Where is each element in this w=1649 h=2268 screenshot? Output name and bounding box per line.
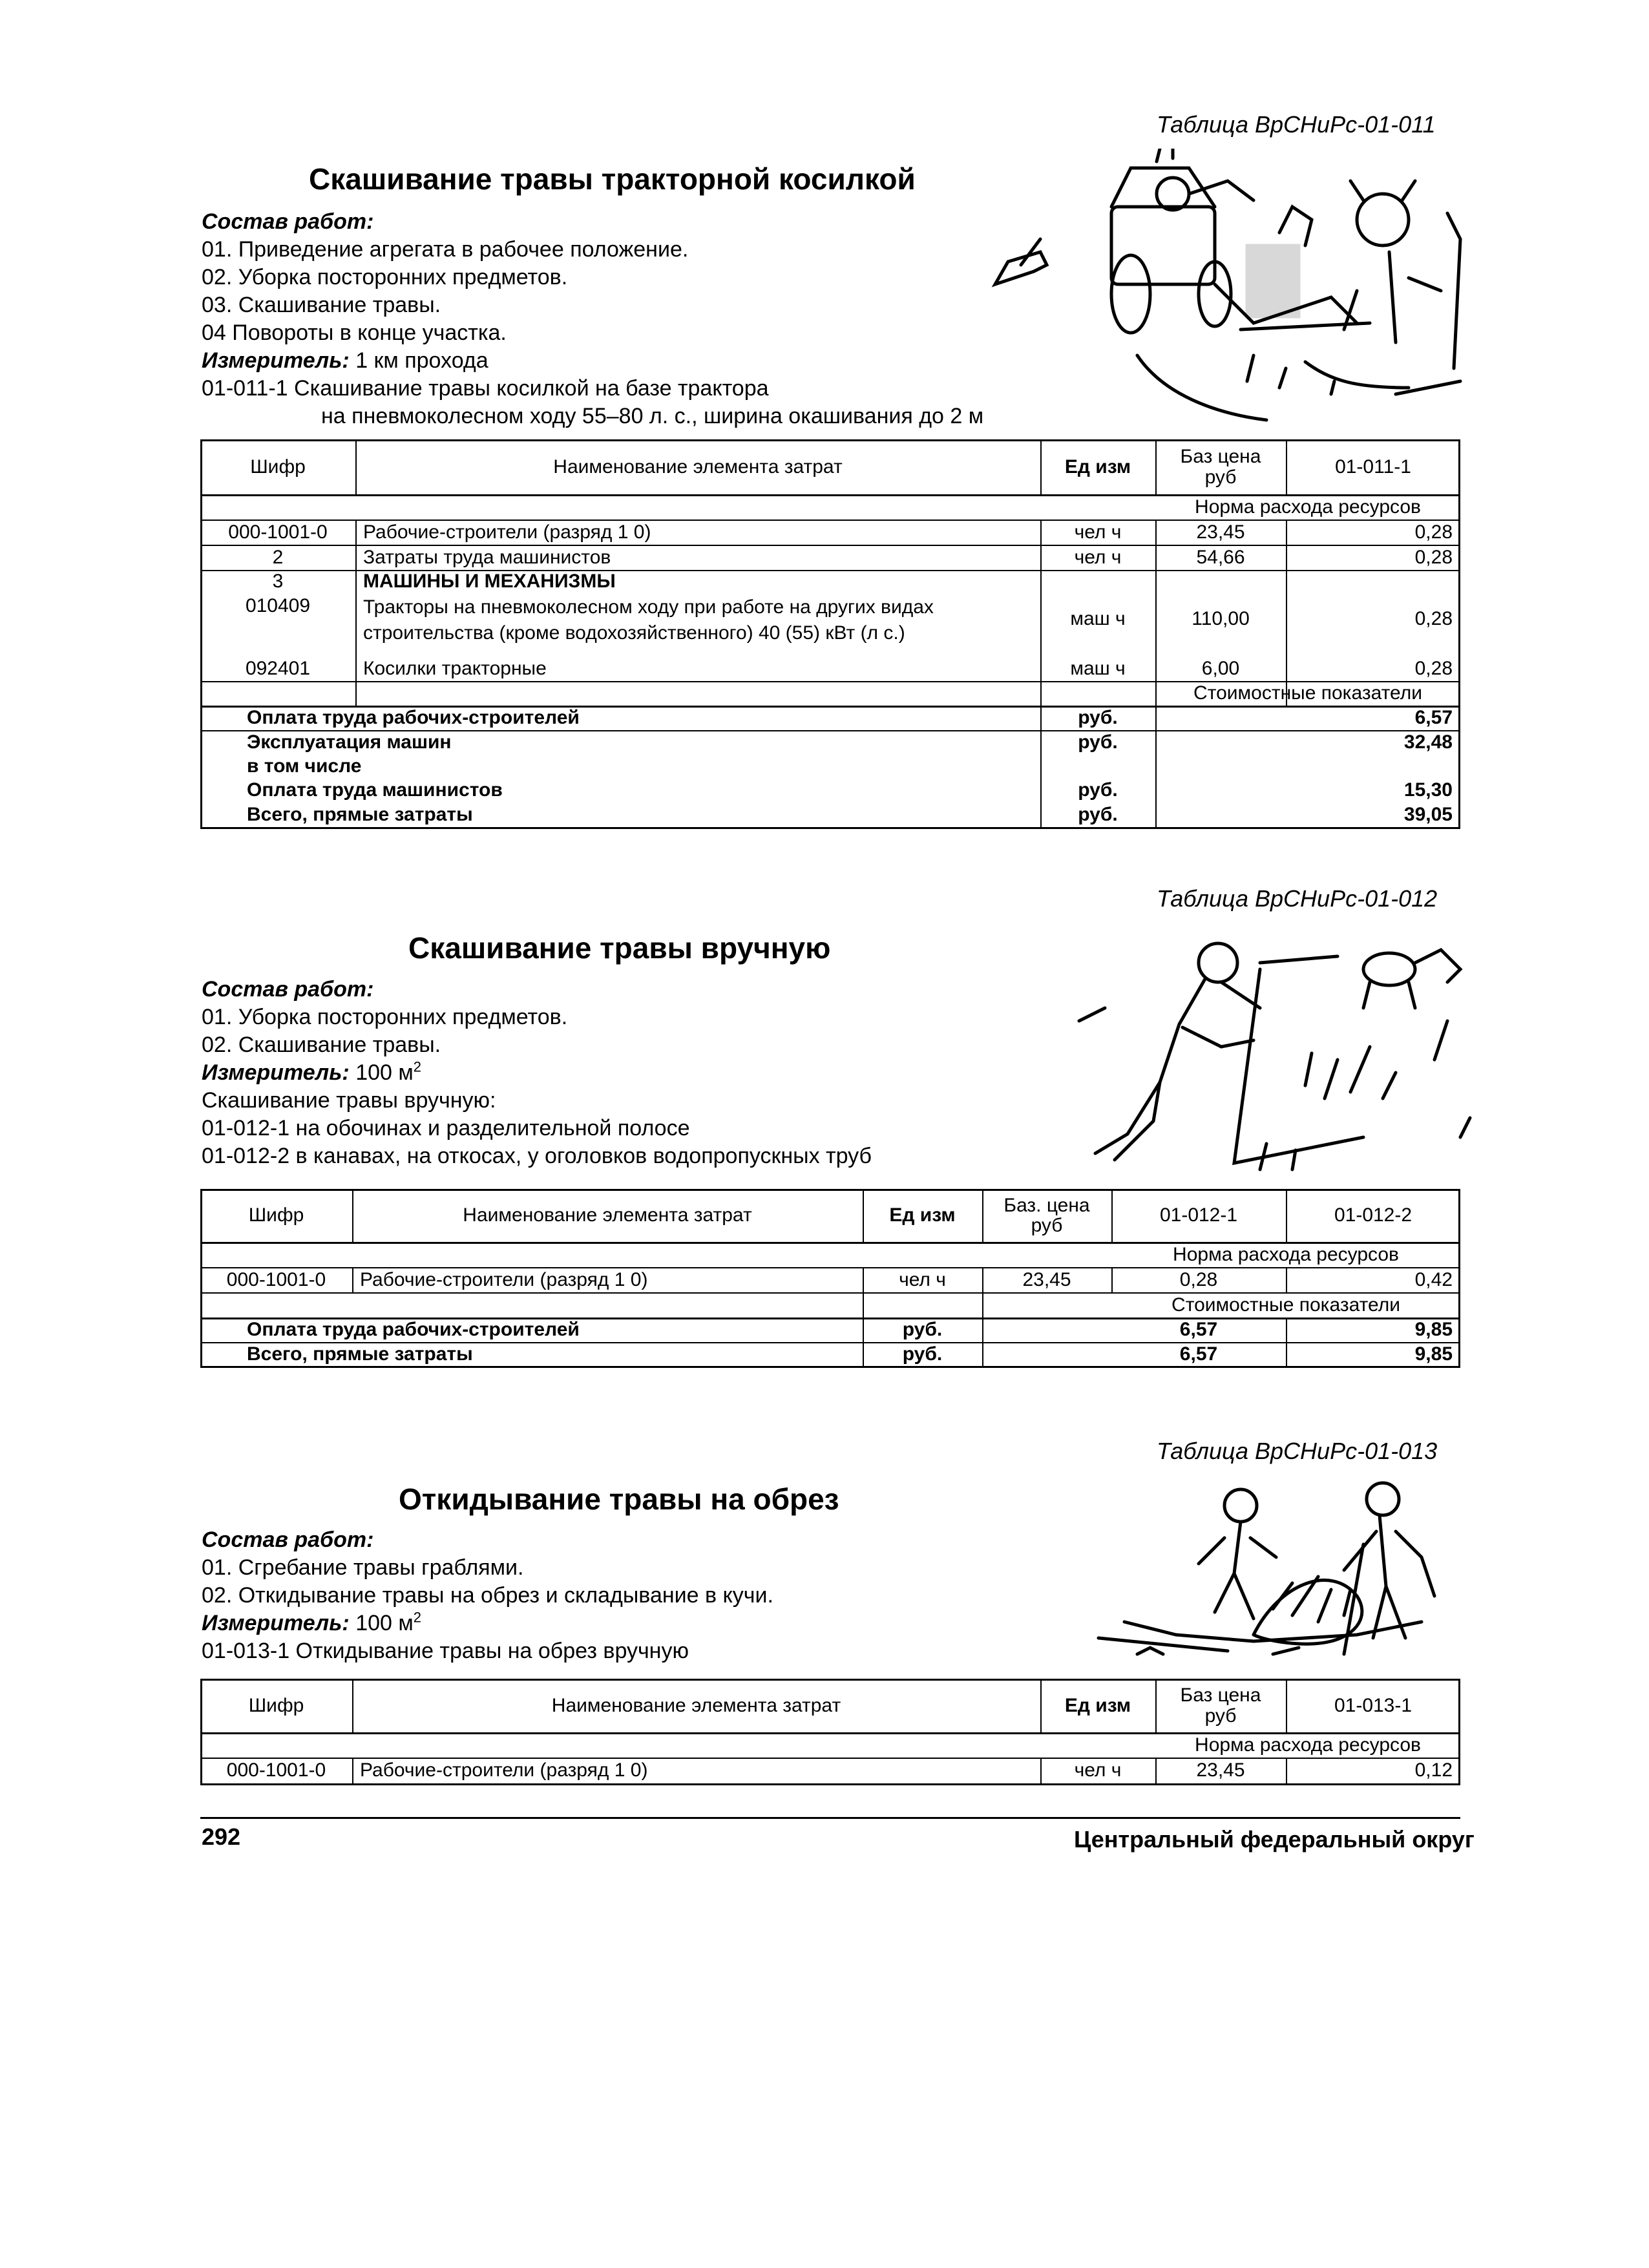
row-code: 000-1001-0 — [228, 521, 328, 543]
header-name: Наименование элемента затрат — [551, 1694, 841, 1716]
header-price-line2: руб — [1031, 1215, 1063, 1236]
table-caption: Таблица ВрСНиРс-01-011 — [1157, 111, 1436, 138]
cost-row-name: Эксплуатация машин — [247, 731, 452, 753]
row-name: Рабочие-строители (разряд 1 0) — [360, 1268, 648, 1290]
cost-label: Стоимостные показатели — [1171, 1294, 1400, 1316]
row-price: 110,00 — [1192, 608, 1250, 630]
item-description: 01-012-1 на обочинах и разделительной полосе — [202, 1116, 690, 1140]
measure-line — [202, 1059, 421, 1087]
cost-row-value: 9,85 — [1414, 1319, 1453, 1341]
row-value: 0,28 — [1414, 521, 1453, 543]
item-description: Скашивание травы вручную: — [202, 1088, 496, 1113]
cost-row-value: 6,57 — [1179, 1343, 1218, 1365]
section-title: Откидывание травы на обрез — [399, 1482, 839, 1516]
row-unit: чел ч — [1074, 1759, 1122, 1781]
row-price: 54,66 — [1196, 546, 1245, 568]
cost-label: Стоимостные показатели — [1193, 682, 1422, 704]
header-price — [1155, 439, 1286, 494]
footer-region: Центральный федеральный округ — [1074, 1826, 1475, 1853]
measure-value: 100 м — [355, 1611, 414, 1635]
cost-row-unit: руб. — [1078, 804, 1118, 826]
header-price-line1: Баз. цена — [1003, 1194, 1090, 1216]
row-value: 0,28 — [1414, 657, 1453, 679]
cost-row-name: Оплата труда рабочих-строителей — [247, 707, 580, 729]
row-unit: чел ч — [1074, 521, 1122, 543]
item-description: 01-013-1 Откидывание травы на обрез вручную — [202, 1639, 689, 1663]
cost-row-value: 6,57 — [1179, 1319, 1218, 1341]
item-description: на пневмоколесном ходу 55–80 л. с., ширина окашивания до 2 м — [321, 404, 984, 428]
header-price — [1155, 1679, 1286, 1732]
header-unit: Ед изм — [1064, 1694, 1131, 1716]
cost-row-unit: руб. — [1078, 731, 1118, 753]
header-name: Наименование элемента затрат — [553, 456, 843, 478]
resource-table — [200, 1679, 1460, 1785]
row-unit: чел ч — [1074, 546, 1122, 568]
cost-row-unit: руб. — [1078, 779, 1118, 801]
row-name: МАШИНЫ И МЕХАНИЗМЫ — [363, 571, 616, 593]
composition-label: Состав работ: — [202, 1528, 374, 1552]
row-name: Рабочие-строители (разряд 1 0) — [363, 521, 651, 543]
cost-row-name: в том числе — [247, 755, 362, 777]
cost-row-name: Оплата труда рабочих-строителей — [247, 1319, 580, 1341]
header-price-line2: руб — [1204, 1705, 1237, 1727]
page-number: 292 — [202, 1823, 241, 1850]
row-value: 0,28 — [1414, 546, 1453, 568]
scythe-worker-illustration — [1047, 930, 1473, 1182]
cost-row-unit: руб. — [902, 1319, 943, 1341]
measure-sup: 2 — [413, 1609, 421, 1626]
header-price-line2: руб — [1204, 466, 1237, 488]
row-code: 3 — [272, 571, 284, 593]
footer-rule — [200, 1817, 1460, 1819]
cost-row-unit: руб. — [1078, 707, 1118, 729]
measure-sup: 2 — [413, 1058, 421, 1075]
item-description: 01-011-1 Скашивание травы косилкой на базе трактора — [202, 376, 769, 401]
header-name: Наименование элемента затрат — [463, 1204, 752, 1226]
header-code: Шифр — [248, 1694, 304, 1716]
work-step: 02. Скашивание травы. — [202, 1033, 441, 1057]
header-norm-code: 01-012-1 — [1159, 1204, 1238, 1226]
work-step: 02. Уборка посторонних предметов. — [202, 265, 568, 289]
row-value: 0,28 — [1414, 608, 1453, 630]
measure-label: Измеритель: — [202, 1611, 350, 1635]
row-name: Рабочие-строители (разряд 1 0) — [360, 1759, 648, 1781]
header-price-line1: Баз цена — [1180, 1685, 1261, 1706]
header-code: Шифр — [250, 456, 306, 478]
measure-value: 1 км прохода — [355, 348, 488, 373]
measure-label: Измеритель: — [202, 348, 350, 373]
cost-row-value: 9,85 — [1414, 1343, 1453, 1365]
row-price: 6,00 — [1201, 657, 1240, 679]
row-value: 0,28 — [1179, 1268, 1218, 1290]
row-value: 0,12 — [1414, 1759, 1453, 1781]
row-unit: маш ч — [1070, 657, 1126, 679]
work-step: 01. Сгребание травы граблями. — [202, 1555, 524, 1580]
row-code: 000-1001-0 — [226, 1759, 326, 1781]
row-unit: маш ч — [1070, 608, 1126, 630]
resource-table — [200, 439, 1460, 828]
norm-label: Норма расхода ресурсов — [1195, 1734, 1421, 1756]
section-title: Скашивание травы тракторной косилкой — [309, 162, 916, 196]
tractor-mower-illustration — [943, 149, 1473, 433]
raking-workers-illustration — [1060, 1480, 1447, 1674]
row-price: 23,45 — [1196, 521, 1245, 543]
cost-row-name: Оплата труда машинистов — [247, 779, 503, 801]
row-code: 2 — [272, 546, 284, 568]
header-norm-code: 01-012-2 — [1334, 1204, 1413, 1226]
work-step: 02. Откидывание травы на обрез и складывание в кучи. — [202, 1583, 773, 1608]
norm-label: Норма расхода ресурсов — [1173, 1243, 1399, 1265]
row-name: Тракторы на пневмоколесном ходу при работе на других видах строительства (кроме водохозяйственного) 40 (55) кВт (л с.) — [363, 596, 934, 644]
row-code: 000-1001-0 — [226, 1268, 326, 1290]
cost-row-name: Всего, прямые затраты — [247, 804, 473, 826]
row-price: 23,45 — [1196, 1759, 1245, 1781]
cost-row-value: 32,48 — [1403, 731, 1453, 753]
header-price — [982, 1189, 1111, 1242]
measure-line — [202, 347, 488, 375]
header-unit: Ед изм — [889, 1204, 956, 1226]
row-name: Косилки тракторные — [363, 657, 547, 679]
composition-label: Состав работ: — [202, 209, 374, 234]
work-step: 01. Уборка посторонних предметов. — [202, 1005, 568, 1029]
work-step: 04 Повороты в конце участка. — [202, 320, 507, 345]
header-norm-code: 01-013-1 — [1334, 1694, 1413, 1716]
norm-label: Норма расхода ресурсов — [1195, 496, 1421, 518]
measure-label: Измеритель: — [202, 1060, 350, 1085]
measure-value: 100 м — [355, 1060, 414, 1085]
measure-line — [202, 1610, 421, 1637]
row-name: Затраты труда машинистов — [363, 546, 611, 568]
work-step: 03. Скашивание травы. — [202, 293, 441, 317]
cost-row-name: Всего, прямые затраты — [247, 1343, 473, 1365]
row-unit: чел ч — [899, 1268, 946, 1290]
item-description: 01-012-2 в канавах, на откосах, у оголовков водопропускных труб — [202, 1144, 872, 1168]
cost-row-value: 15,30 — [1403, 779, 1453, 801]
work-step: 01. Приведение агрегата в рабочее положение. — [202, 237, 689, 262]
header-norm-code: 01-011-1 — [1335, 456, 1411, 478]
row-value: 0,42 — [1414, 1268, 1453, 1290]
header-unit: Ед изм — [1064, 456, 1131, 478]
row-price: 23,45 — [1022, 1268, 1071, 1290]
row-code: 092401 — [245, 657, 311, 679]
cost-row-value: 39,05 — [1403, 804, 1453, 826]
table-caption: Таблица ВрСНиРс-01-013 — [1157, 1438, 1438, 1464]
cost-row-value: 6,57 — [1414, 707, 1453, 729]
header-code: Шифр — [248, 1204, 304, 1226]
section-title: Скашивание травы вручную — [408, 931, 831, 965]
composition-label: Состав работ: — [202, 977, 374, 1002]
row-code: 010409 — [245, 595, 311, 617]
table-caption: Таблица ВрСНиРс-01-012 — [1157, 885, 1438, 912]
resource-table — [200, 1189, 1460, 1367]
cost-row-unit: руб. — [902, 1343, 943, 1365]
header-price-line1: Баз цена — [1180, 446, 1261, 467]
